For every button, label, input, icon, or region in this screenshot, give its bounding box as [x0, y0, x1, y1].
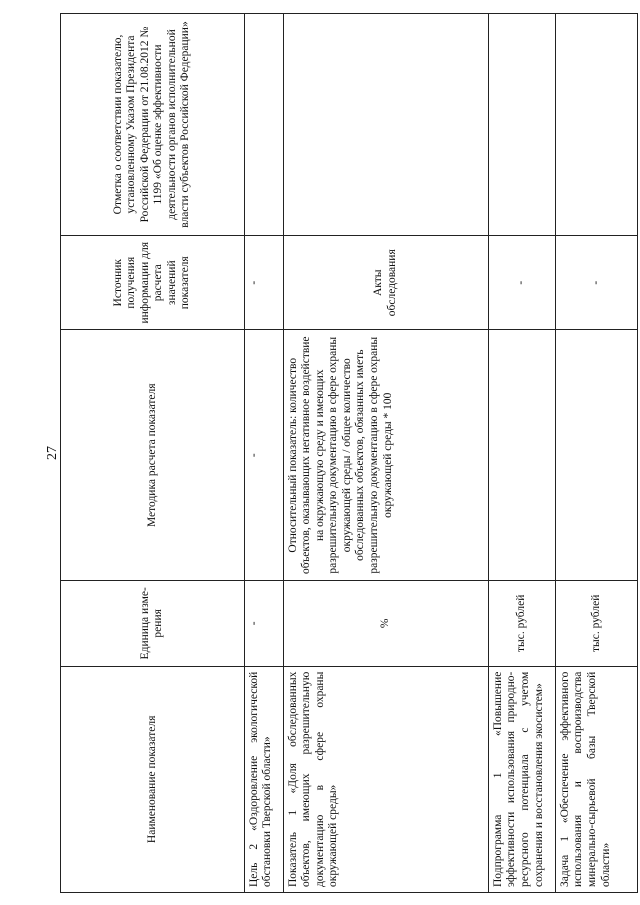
- row-source: Акты обследования: [283, 236, 488, 330]
- header-note: Отметка о соответствии показателю, установленному Указом Президента Российской Федерации от 21.08.2012 № 1199 «Об оценке эффективности деятельности органов исполнительной власти субъектов Российской Федерации»: [61, 14, 245, 236]
- row-note: [283, 14, 488, 236]
- table-row: [555, 14, 637, 893]
- page-number: 27: [45, 446, 60, 460]
- row-name: Цель 2 «Оздоровление экологической обстановки Тверской области»: [244, 666, 283, 892]
- row-unit: %: [283, 580, 488, 666]
- header-unit: Единица изме-рения: [61, 580, 245, 666]
- indicator-table-rotated: [60, 13, 638, 893]
- row-name: Задача 1 «Обеспечение эффективного использования и воспроизводства минерально-сырьевой базы Тверской области»: [555, 666, 637, 892]
- row-name: Подпрограмма 1 «Повышение эффективности использования природно-ресурсного потенциала с учетом сохранения и восстановления экосистем»: [488, 666, 555, 892]
- row-note: [488, 14, 555, 236]
- row-unit: -: [244, 580, 283, 666]
- row-method: [488, 330, 555, 581]
- table-header-row: [61, 14, 245, 893]
- row-source: -: [244, 236, 283, 330]
- table-row: [244, 14, 283, 893]
- row-name: Показатель 1 «Доля обследованных объектов, имеющих разрешительную документацию в сфере охраны окружающей среды»: [283, 666, 488, 892]
- table-row: [283, 14, 488, 893]
- header-method: Методика расчета показателя: [61, 330, 245, 581]
- row-note: [555, 14, 637, 236]
- row-source: -: [488, 236, 555, 330]
- row-source: -: [555, 236, 637, 330]
- header-name: Наименование показателя: [61, 666, 245, 892]
- row-unit: тыс. рублей: [555, 580, 637, 666]
- row-method: [555, 330, 637, 581]
- row-method: Относительный показатель: количество объектов, оказывающих негативное воздействие на окружающую среду и имеющих разрешительную документацию в сфере охраны окружающей среды / общее количество обследованных объектов, обязанных иметь разрешительную документацию в сфере охраны окружающей среды * 100: [283, 330, 488, 581]
- header-source: Источник получения информации для расчета значений показателя: [61, 236, 245, 330]
- row-unit: тыс. рублей: [488, 580, 555, 666]
- indicator-table: [60, 13, 638, 893]
- row-method: -: [244, 330, 283, 581]
- row-note: [244, 14, 283, 236]
- table-row: [488, 14, 555, 893]
